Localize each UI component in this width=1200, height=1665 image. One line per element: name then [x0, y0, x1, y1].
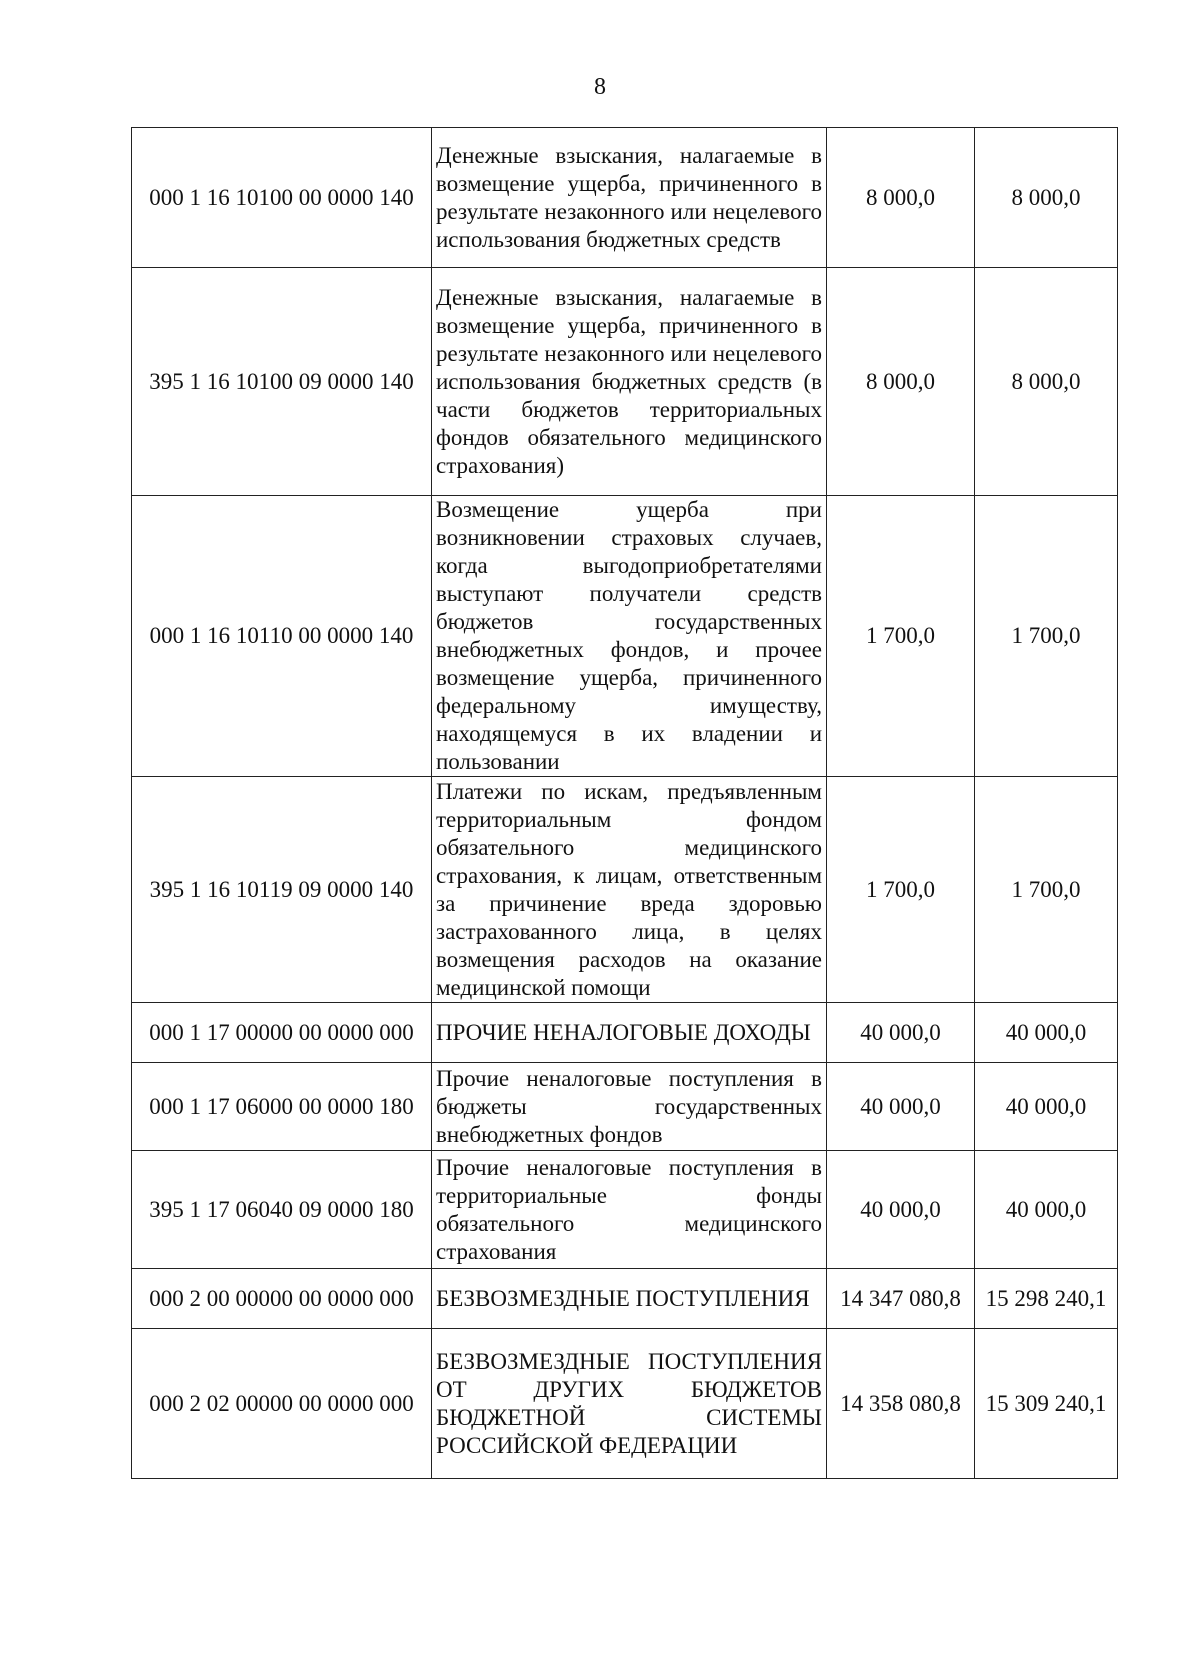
- budget-code-cell: 000 1 17 00000 00 0000 000: [132, 1003, 432, 1063]
- revenue-name-cell: Прочие неналоговые поступления в бюджеты государственных внебюджетных фондов: [432, 1063, 827, 1151]
- revenue-name-cell: БЕЗВОЗМЕЗДНЫЕ ПОСТУПЛЕНИЯ: [432, 1269, 827, 1329]
- table-row: [132, 128, 1118, 268]
- value-year2-cell: 8 000,0: [975, 128, 1118, 268]
- revenue-name-cell: Прочие неналоговые поступления в территориальные фонды обязательного медицинского страхования: [432, 1151, 827, 1269]
- table-row: [132, 1269, 1118, 1329]
- revenue-table: [131, 127, 1118, 1479]
- revenue-name-cell: Возмещение ущерба при возникновении страховых случаев, когда выгодоприобретателями выступают получатели средств бюджетов государственных внебюджетных фондов, и прочее возмещение ущерба, причиненного федеральному имуществу, находящемуся в их владении и пользовании: [432, 496, 827, 777]
- value-year2-cell: 15 309 240,1: [975, 1329, 1118, 1479]
- value-year1-cell: 1 700,0: [827, 496, 975, 777]
- page-number: 8: [594, 74, 606, 100]
- table-row: [132, 1329, 1118, 1479]
- value-year2-cell: 40 000,0: [975, 1151, 1118, 1269]
- table-row: [132, 496, 1118, 777]
- value-year1-cell: 8 000,0: [827, 268, 975, 496]
- value-year2-cell: 40 000,0: [975, 1063, 1118, 1151]
- value-year2-cell: 1 700,0: [975, 496, 1118, 777]
- value-year1-cell: 40 000,0: [827, 1003, 975, 1063]
- value-year1-cell: 14 358 080,8: [827, 1329, 975, 1479]
- budget-code-cell: 000 1 17 06000 00 0000 180: [132, 1063, 432, 1151]
- value-year2-cell: 40 000,0: [975, 1003, 1118, 1063]
- value-year1-cell: 14 347 080,8: [827, 1269, 975, 1329]
- value-year1-cell: 40 000,0: [827, 1063, 975, 1151]
- value-year1-cell: 40 000,0: [827, 1151, 975, 1269]
- revenue-name-cell: Платежи по искам, предъявленным территориальным фондом обязательного медицинского страхования, к лицам, ответственным за причинение вреда здоровью застрахованного лица, в целях возмещения расходов на оказание медицинской помощи: [432, 777, 827, 1003]
- budget-code-cell: 395 1 17 06040 09 0000 180: [132, 1151, 432, 1269]
- budget-code-cell: 395 1 16 10119 09 0000 140: [132, 777, 432, 1003]
- revenue-name-cell: Денежные взыскания, налагаемые в возмещение ущерба, причиненного в результате незаконного или нецелевого использования бюджетных средств: [432, 128, 827, 268]
- value-year2-cell: 1 700,0: [975, 777, 1118, 1003]
- table-row: [132, 1063, 1118, 1151]
- budget-code-cell: 000 2 00 00000 00 0000 000: [132, 1269, 432, 1329]
- value-year2-cell: 15 298 240,1: [975, 1269, 1118, 1329]
- value-year2-cell: 8 000,0: [975, 268, 1118, 496]
- table-row: [132, 1151, 1118, 1269]
- revenue-name-cell: ПРОЧИЕ НЕНАЛОГОВЫЕ ДОХОДЫ: [432, 1003, 827, 1063]
- budget-code-cell: 000 1 16 10100 00 0000 140: [132, 128, 432, 268]
- value-year1-cell: 8 000,0: [827, 128, 975, 268]
- budget-code-cell: 000 2 02 00000 00 0000 000: [132, 1329, 432, 1479]
- revenue-name-cell: БЕЗВОЗМЕЗДНЫЕ ПОСТУПЛЕНИЯ ОТ ДРУГИХ БЮДЖЕТОВ БЮДЖЕТНОЙ СИСТЕМЫ РОССИЙСКОЙ ФЕДЕРАЦИИ: [432, 1329, 827, 1479]
- budget-code-cell: 000 1 16 10110 00 0000 140: [132, 496, 432, 777]
- table-row: [132, 1003, 1118, 1063]
- table-row: [132, 777, 1118, 1003]
- table-row: [132, 268, 1118, 496]
- budget-code-cell: 395 1 16 10100 09 0000 140: [132, 268, 432, 496]
- revenue-name-cell: Денежные взыскания, налагаемые в возмещение ущерба, причиненного в результате незаконного или нецелевого использования бюджетных средств (в части бюджетов территориальных фондов обязательного медицинского страхования): [432, 268, 827, 496]
- value-year1-cell: 1 700,0: [827, 777, 975, 1003]
